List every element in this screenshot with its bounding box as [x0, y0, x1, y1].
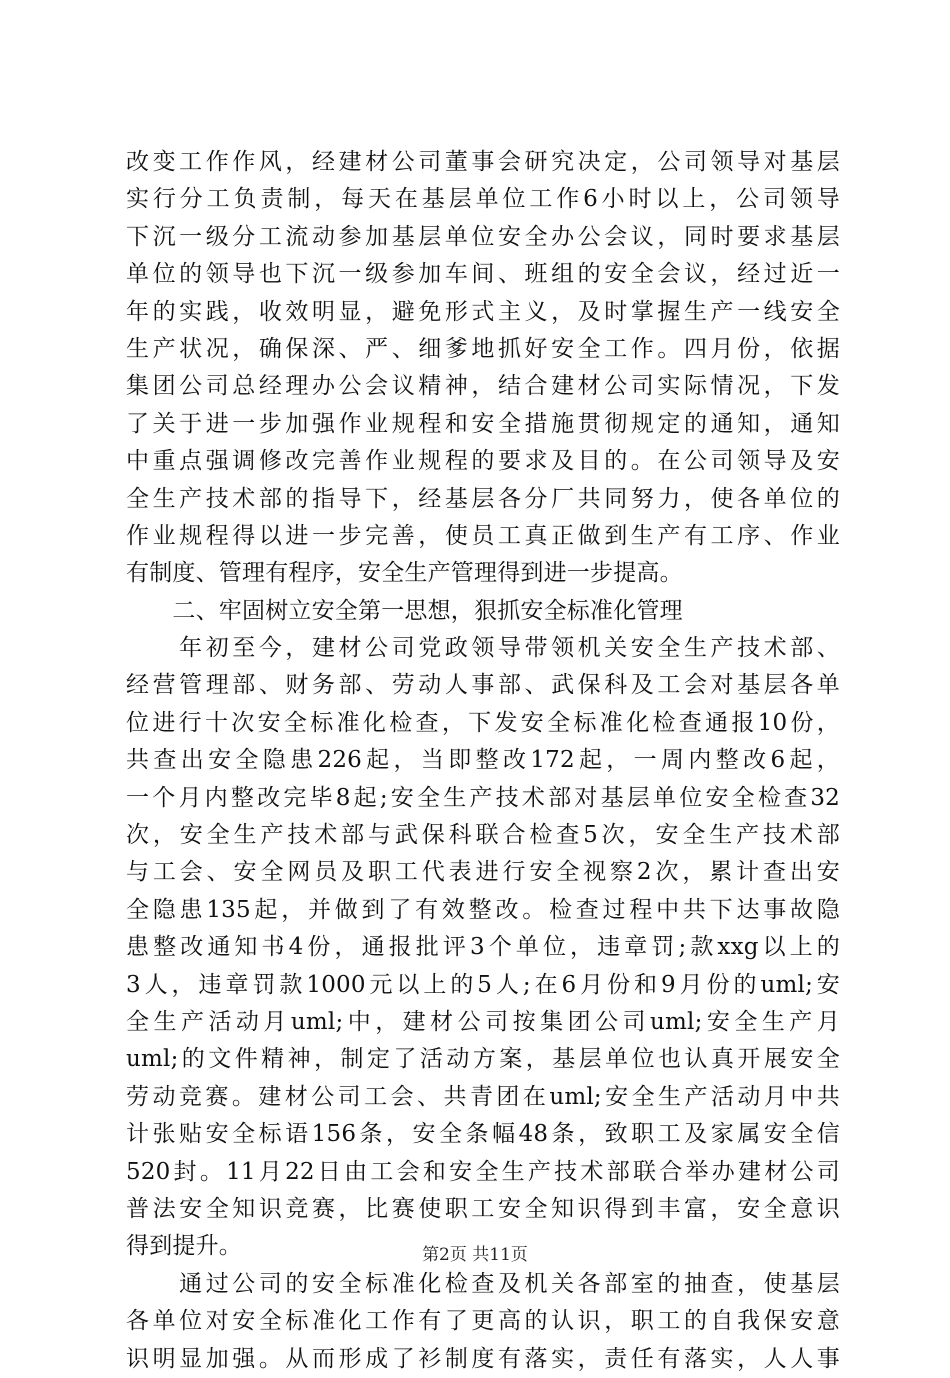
text-line: 改变工作作风，经建材公司董事会研究决定，公司领导对基层: [126, 149, 840, 175]
text-line: 次，安全生产技术部与武保科联合检查5次，安全生产技术部: [126, 822, 840, 849]
text-line: 3人，违章罚款1000元以上的5人;在6月份和9月份的uml;安: [126, 971, 840, 998]
text-line: 普法安全知识竞赛，比赛使职工安全知识得到丰富，安全意识: [126, 1195, 840, 1222]
text-line: 计张贴安全标语156条，安全条幅48条，致职工及家属安全信: [126, 1121, 840, 1148]
text-line: 全隐患135起，并做到了有效整改。检查过程中共下达事故隐: [126, 896, 840, 923]
text-line: 下沉一级分工流动参加基层单位安全办公会议，同时要求基层: [126, 223, 840, 250]
text-line: 集团公司总经理办公会议精神，结合建材公司实际情况，下发: [126, 373, 840, 400]
text-line: 单位的领导也下沉一级参加车间、班组的安全会议，经过近一: [126, 261, 840, 288]
text-line: 实行分工负责制，每天在基层单位工作6小时以上，公司领导: [126, 186, 840, 213]
text-line: 全生产技术部的指导下，经基层各分厂共同努力，使各单位的: [126, 485, 840, 512]
text-line: 通过公司的安全标准化检查及机关各部室的抽查，使基层: [126, 1270, 840, 1297]
text-line: 共查出安全隐患226起，当即整改172起，一周内整改6起，: [126, 747, 840, 774]
page-footer: 第2页 共11页: [422, 1245, 528, 1265]
text-line: 生产状况，确保深、严、细爹地抓好安全工作。四月份，依据: [126, 335, 840, 362]
text-line: 经营管理部、财务部、劳动人事部、武保科及工会对基层各单: [126, 672, 840, 699]
text-line: 劳动竞赛。建材公司工会、共青团在uml;安全生产活动月中共: [126, 1083, 840, 1110]
text-line: 识明显加强。从而形成了衫制度有落实，责任有落实，人人事: [126, 1345, 840, 1372]
text-line: 中重点强调修改完善作业规程的要求及目的。在公司领导及安: [126, 448, 840, 475]
text-line: 二、牢固树立安全第一思想，狠抓安全标准化管理: [126, 597, 683, 624]
text-line: 全生产活动月uml;中，建材公司按集团公司uml;安全生产月: [126, 1008, 840, 1035]
text-line: 有制度、管理有程序，安全生产管理得到进一步提高。: [126, 560, 683, 587]
text-line: 年初至今，建材公司党政领导带领机关安全生产技术部、: [126, 635, 840, 662]
text-line: 位进行十次安全标准化检查，下发安全标准化检查通报10份，: [126, 709, 840, 736]
text-line: 520封。11月22日由工会和安全生产技术部联合举办建材公司: [126, 1158, 840, 1185]
text-line: 作业规程得以进一步完善，使员工真正做到生产有工序、作业: [126, 522, 840, 549]
text-line: uml;的文件精神，制定了活动方案，基层单位也认真开展安全: [126, 1046, 840, 1073]
text-line: 各单位对安全标准化工作有了更高的认识，职工的自我保安意: [126, 1308, 840, 1335]
text-line: 年的实践，收效明显，避免形式主义，及时掌握生产一线安全: [126, 298, 840, 325]
text-line: 一个月内整改完毕8起;安全生产技术部对基层单位安全检查32: [126, 784, 840, 811]
text-line: 患整改通知书4份，通报批评3个单位，违章罚;款xxg以上的: [126, 934, 840, 961]
text-line: 了关于进一步加强作业规程和安全措施贯彻规定的通知，通知: [126, 410, 840, 437]
text-line: 得到提升。: [126, 1233, 242, 1260]
body-text: [126, 144, 840, 1378]
text-line: 与工会、安全网员及职工代表进行安全视察2次，累计查出安: [126, 859, 840, 886]
